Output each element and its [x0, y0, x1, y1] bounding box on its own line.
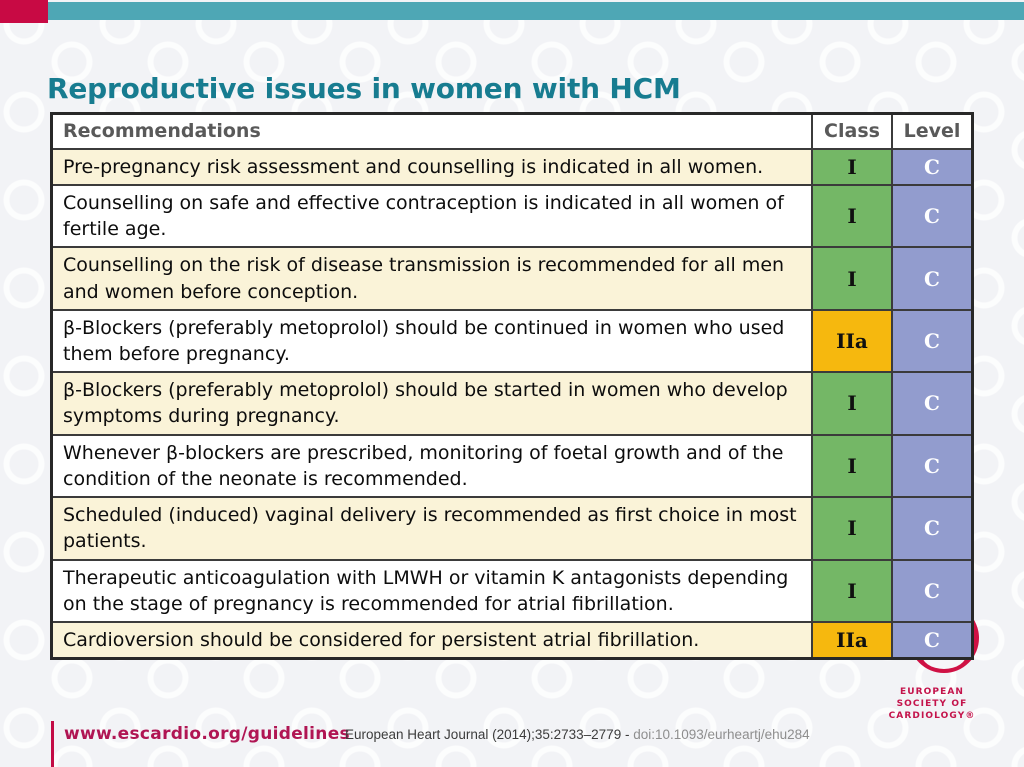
table-row: [52, 185, 973, 247]
recommendations-table: [50, 112, 974, 660]
table-row: [52, 435, 973, 497]
class-cell: I: [812, 435, 892, 497]
level-cell: C: [892, 310, 973, 372]
class-cell: I: [812, 372, 892, 434]
class-cell: I: [812, 497, 892, 559]
level-cell: C: [892, 560, 973, 622]
level-cell: C: [892, 372, 973, 434]
recommendation-text: β-Blockers (preferably metoprolol) should be continued in women who used them before pregnancy.: [52, 310, 813, 372]
table-row: [52, 372, 973, 434]
slide-footer: [0, 716, 1024, 767]
level-cell: C: [892, 247, 973, 309]
citation-doi: doi:10.1093/eurheartj/ehu284: [633, 727, 810, 742]
table-row: [52, 310, 973, 372]
column-header-recommendations: Recommendations: [52, 114, 813, 149]
table-row: [52, 149, 973, 185]
esc-logo-line: EUROPEAN: [899, 687, 965, 698]
esc-logo-text: [874, 687, 990, 722]
class-cell: IIa: [812, 622, 892, 659]
recommendation-text: Counselling on the risk of disease transmission is recommended for all men and women before conception.: [52, 247, 813, 309]
table-row: [52, 247, 973, 309]
recommendation-text: Counselling on safe and effective contraception is indicated in all women of fertile age.: [52, 185, 813, 247]
table-row: [52, 560, 973, 622]
column-header-level: Level: [892, 114, 973, 149]
top-corner-block: [0, 0, 48, 23]
class-cell: I: [812, 247, 892, 309]
class-cell: IIa: [812, 310, 892, 372]
footer-divider: [51, 721, 54, 767]
recommendation-text: β-Blockers (preferably metoprolol) should be started in women who develop symptoms during pregnancy.: [52, 372, 813, 434]
class-cell: I: [812, 149, 892, 185]
table-row: [52, 497, 973, 559]
level-cell: C: [892, 149, 973, 185]
page-title: Reproductive issues in women with HCM: [47, 71, 681, 105]
recommendation-text: Therapeutic anticoagulation with LMWH or vitamin K antagonists depending on the stage of pregnancy is recommended for atrial fibrillation.: [52, 560, 813, 622]
esc-logo-line: SOCIETY OF: [896, 698, 968, 709]
citation-main: European Heart Journal (2014);35:2733–2779 -: [345, 727, 630, 742]
recommendations-table-wrap: [50, 112, 976, 721]
class-cell: I: [812, 185, 892, 247]
class-cell: I: [812, 560, 892, 622]
journal-citation: [345, 727, 810, 742]
level-cell: C: [892, 497, 973, 559]
level-cell: C: [892, 435, 973, 497]
recommendation-text: Cardioversion should be considered for persistent atrial fibrillation.: [52, 622, 813, 659]
top-accent-bar: [0, 2, 1024, 20]
level-cell: C: [892, 622, 973, 659]
column-header-class: Class: [812, 114, 892, 149]
esc-logo-line: CARDIOLOGY®: [888, 710, 976, 721]
guidelines-link[interactable]: www.escardio.org/guidelines: [64, 724, 350, 744]
recommendation-text: Whenever β-blockers are prescribed, monitoring of foetal growth and of the condition of the neonate is recommended.: [52, 435, 813, 497]
table-header-row: [52, 114, 973, 149]
level-cell: C: [892, 185, 973, 247]
table-row: [52, 622, 973, 659]
recommendation-text: Scheduled (induced) vaginal delivery is recommended as first choice in most patients.: [52, 497, 813, 559]
recommendation-text: Pre-pregnancy risk assessment and counselling is indicated in all women.: [52, 149, 813, 185]
